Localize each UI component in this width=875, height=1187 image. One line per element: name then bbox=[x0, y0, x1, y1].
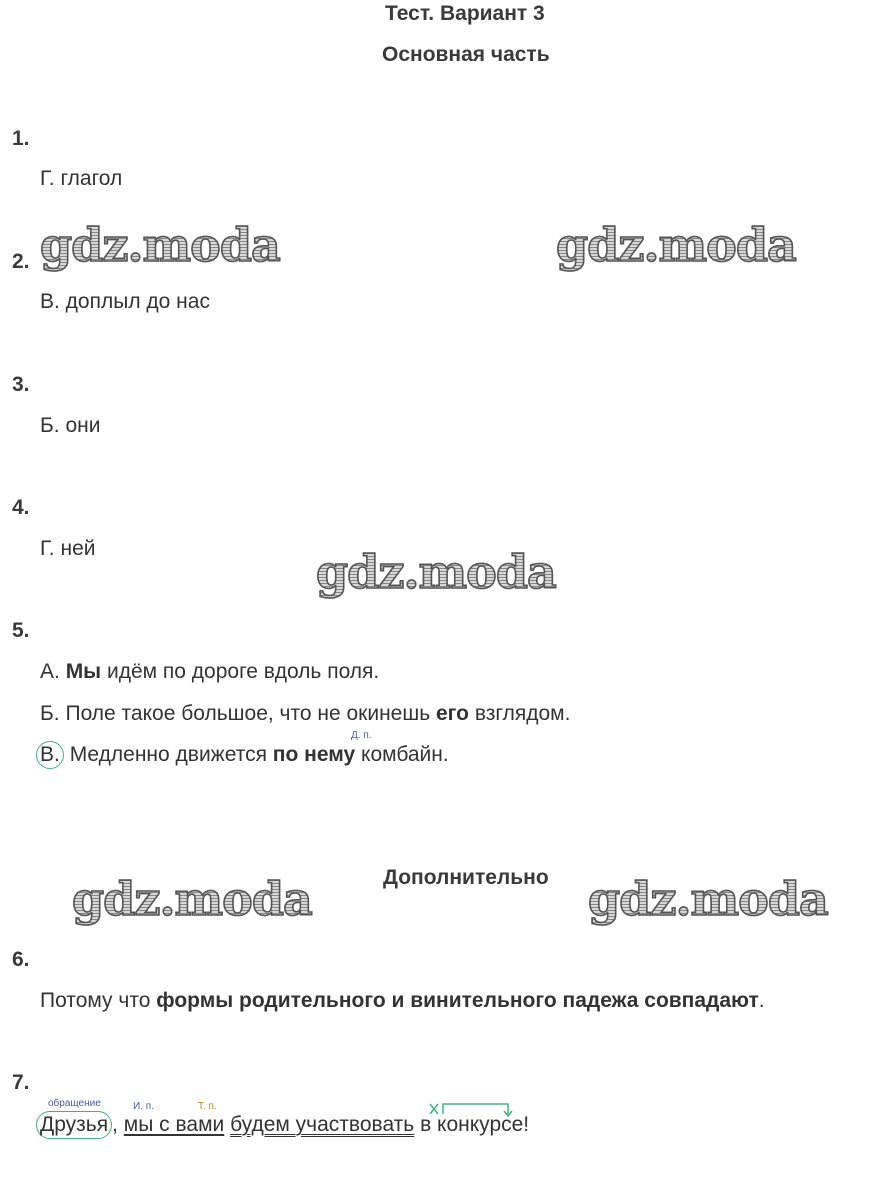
watermark-logo: gdz.moda bbox=[556, 218, 796, 272]
address-label: обращение bbox=[48, 1098, 101, 1109]
watermark-logo: gdz.moda bbox=[588, 872, 828, 926]
option-letter: А. bbox=[40, 660, 60, 683]
question-number: 5. bbox=[12, 619, 30, 642]
page-title: Тест. Вариант 3 bbox=[385, 2, 545, 25]
case-label: Т. п. bbox=[198, 1101, 217, 1112]
period: . bbox=[758, 989, 765, 1012]
question-number: 4. bbox=[12, 496, 30, 519]
sentence-text: в конкурсе! bbox=[420, 1113, 530, 1136]
pronoun: его bbox=[436, 702, 469, 725]
section-title: Дополнительно bbox=[383, 866, 549, 889]
answer bbox=[40, 989, 765, 1013]
sentence-text: комбайн. bbox=[361, 743, 449, 766]
question-number: 6. bbox=[12, 948, 30, 971]
case-label: Д. п. bbox=[351, 730, 372, 741]
subject-underlined: мы с вами bbox=[123, 1113, 225, 1136]
answer-option-b bbox=[40, 702, 570, 726]
pronoun: по нему bbox=[272, 743, 356, 766]
question-number: 3. bbox=[12, 373, 30, 396]
selected-option-circle: В. bbox=[36, 741, 64, 769]
answer-option-c bbox=[40, 741, 449, 769]
answer-option-a bbox=[40, 660, 379, 684]
section-title: Основная часть bbox=[382, 43, 550, 66]
answer-bold: формы родительного и винительного падежа совпадают bbox=[156, 989, 759, 1012]
sentence-text: идём по дороге вдоль поля. bbox=[106, 660, 380, 683]
comma: , bbox=[112, 1113, 118, 1136]
sentence bbox=[40, 1111, 529, 1139]
sentence-text: Медленно движется bbox=[69, 743, 267, 766]
answer: Б. они bbox=[40, 414, 101, 437]
answer: Г. глагол bbox=[40, 167, 123, 190]
watermark-logo: gdz.moda bbox=[72, 872, 312, 926]
case-label: И. п. bbox=[133, 1101, 154, 1112]
sentence-text: взглядом. bbox=[474, 702, 571, 725]
watermark-logo: gdz.moda bbox=[316, 545, 556, 599]
question-number: 1. bbox=[12, 127, 30, 150]
watermark-logo: gdz.moda bbox=[40, 218, 280, 272]
pronoun: Мы bbox=[65, 660, 102, 683]
address-circle: Друзья bbox=[36, 1111, 112, 1139]
predicate-underlined: будем участвовать bbox=[230, 1113, 415, 1136]
answer: Г. ней bbox=[40, 537, 96, 560]
sentence-text: Поле такое большое, что не окинешь bbox=[65, 702, 431, 725]
sentence-text: Потому что bbox=[40, 989, 151, 1012]
option-letter: Б. bbox=[40, 702, 60, 725]
question-number: 7. bbox=[12, 1071, 30, 1094]
answer: В. доплыл до нас bbox=[40, 290, 210, 313]
question-number: 2. bbox=[12, 250, 30, 273]
